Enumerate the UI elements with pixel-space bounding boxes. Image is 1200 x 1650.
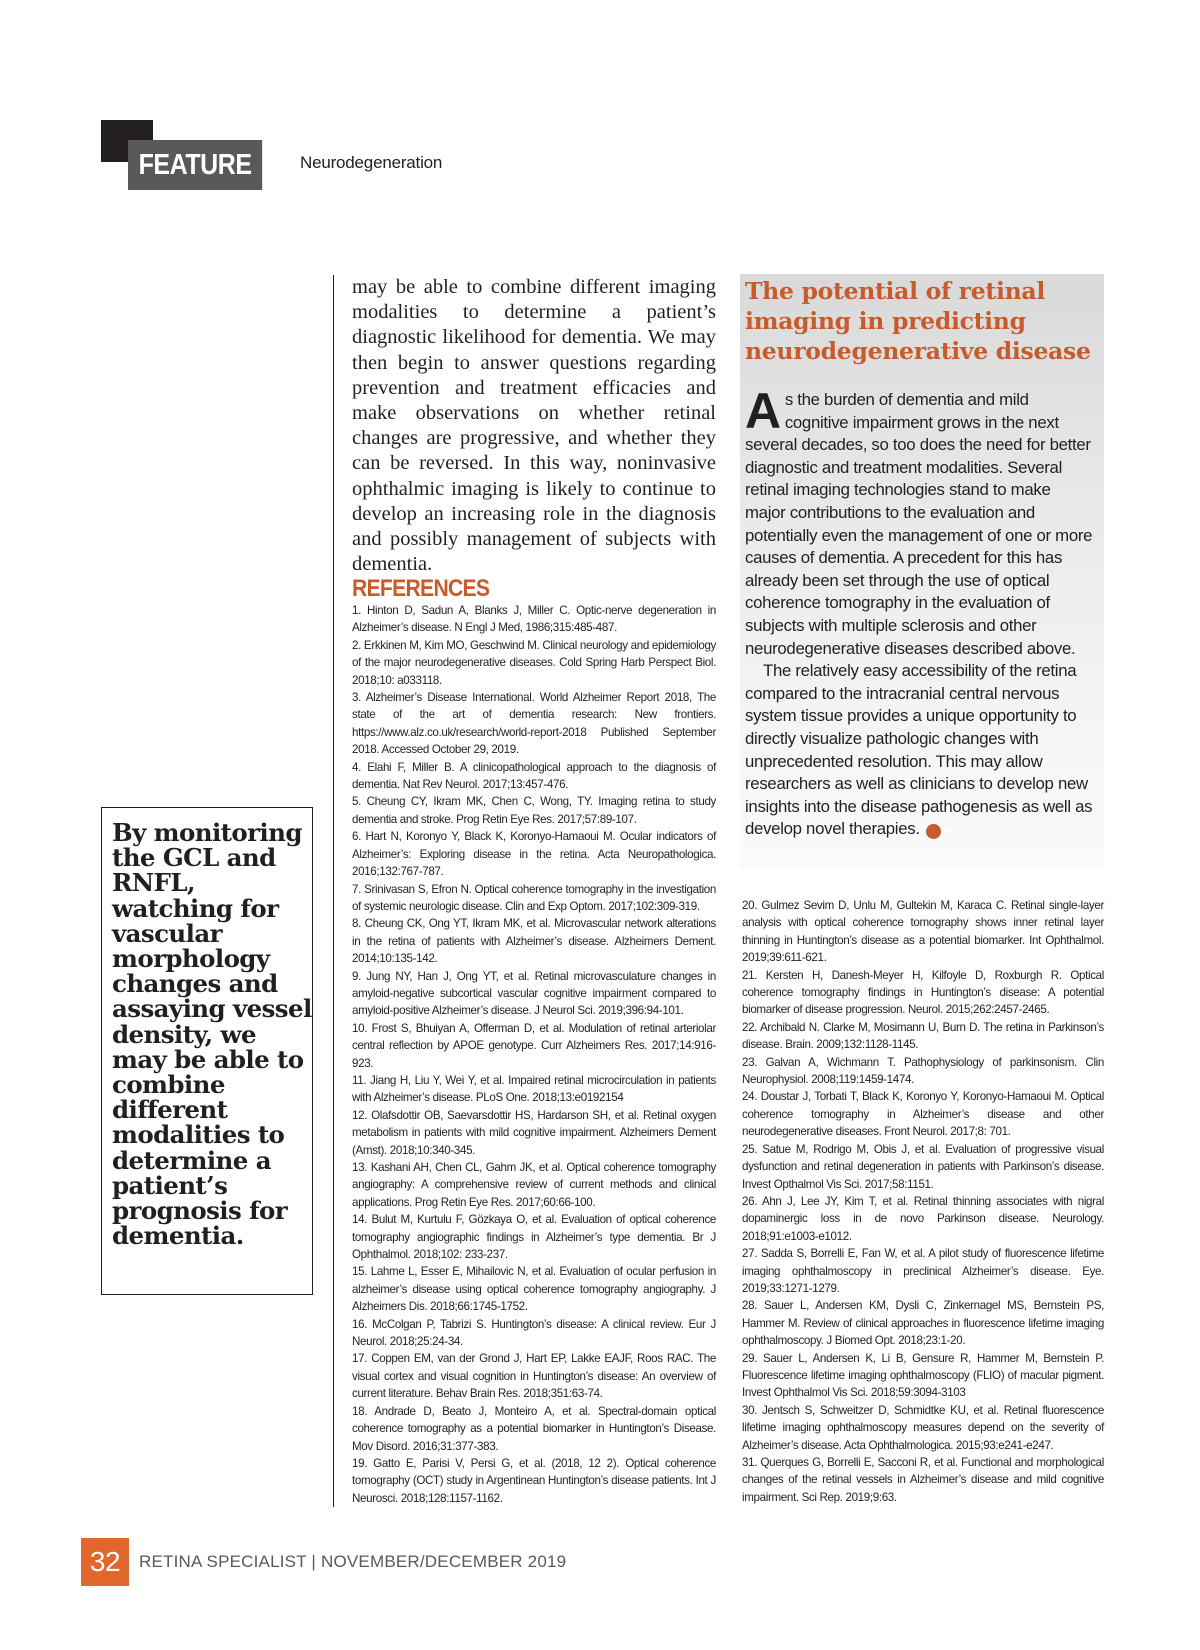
reference-item: 1. Hinton D, Sadun A, Blanks J, Miller C. Optic-nerve degeneration in Alzheimer’s disease. N Engl J Med, 1986;315:485-487. <box>352 604 716 635</box>
sidebar-paragraph-2 <box>745 660 1095 841</box>
column-divider <box>333 275 334 1507</box>
page-number: 32 <box>81 1538 129 1586</box>
sidebar-paragraph-1 <box>745 383 1095 660</box>
reference-item: 31. Querques G, Borrelli E, Sacconi R, et al. Functional and morphological changes of the retinal vessels in Alzheimer’s disease and mild cognitive impairment. Sci Rep. 2019;9:63. <box>742 1456 1104 1504</box>
reference-item: 22. Archibald N. Clarke M, Mosimann U, Burn D. The retina in Parkinson’s disease. Brain. 2009;132:1128-1145. <box>742 1020 1104 1052</box>
references-list-left <box>352 602 716 1507</box>
reference-item: 19. Gatto E, Parisi V, Persi G, et al. (2018, 12 2). Optical coherence tomography (OCT) study in Argentinean Huntington’s disease patients. Int J Neurosci. 2018;128:1157-1162. <box>352 1456 716 1505</box>
reference-item: 11. Jiang H, Liu Y, Wei Y, et al. Impaired retinal microcirculation in patients with Alzheimer’s disease. PLoS One. 2018;13:e0192154 <box>352 1073 716 1105</box>
footer-separator: | <box>311 1552 317 1571</box>
reference-item: 10. Frost S, Bhuiyan A, Offerman D, et al. Modulation of retinal arteriolar central reflection by APOE genotype. Curr Alzheimers Res. 2017;14:916-923. <box>352 1021 716 1070</box>
section-label: FEATURE <box>128 140 262 190</box>
reference-item: 18. Andrade D, Beato J, Monteiro A, et al. Spectral-domain optical coherence tomography as a potential biomarker in Huntington’s Disease. Mov Disord. 2016;31:377-383. <box>352 1404 716 1453</box>
reference-item: 20. Gulmez Sevim D, Unlu M, Gultekin M, Karaca C. Retinal single-layer analysis with optical coherence tomography shows inner retinal layer thinning in Huntington’s disease as a potential biomarker. Int Ophthalmol. 2019;39:611-621. <box>742 899 1104 965</box>
reference-item: 26. Ahn J, Lee JY, Kim T, et al. Retinal thinning associates with nigral dopaminergic loss in de novo Parkinson disease. Neurology. 2018;91:e1003-e1012. <box>742 1194 1104 1243</box>
reference-item: 13. Kashani AH, Chen CL, Gahm JK, et al. Optical coherence tomography angiography: A comprehensive review of current methods and clinical applications. Prog Retin Eye Res. 2017;60:66-100. <box>352 1161 716 1209</box>
reference-item: 6. Hart N, Koronyo Y, Black K, Koronyo-Hamaoui M. Ocular indicators of Alzheimer’s: Exploring disease in the retina. Acta Neuropathologica. 2016;132:767-787. <box>352 830 716 879</box>
sidebar-body <box>745 383 1095 841</box>
footer-publication <box>139 1552 566 1572</box>
end-mark-icon: RS <box>926 824 941 839</box>
pull-quote-text: By monitoring the GCL and RNFL, watching for vascular morphology changes and assaying vessel density, we may be able to combine different modalities to determine a patient’s prognosis for dementia. <box>112 818 312 1251</box>
reference-item: 29. Sauer L, Andersen K, Li B, Gensure R, Hammer M, Bernstein P. Fluorescence lifetime imaging ophthalmoscopy (FLIO) of macular pigment. Invest Ophthalmol Vis Sci. 2018;59:3094-3103 <box>742 1351 1104 1400</box>
reference-item: 15. Lahme L, Esser E, Mihailovic N, et al. Evaluation of ocular perfusion in alzheimer’s disease using optical coherence tomography angiography. J Alzheimers Dis. 2018;66:1745-1752. <box>352 1265 716 1314</box>
references-heading: REFERENCES <box>352 575 490 602</box>
sidebar-paragraph-2-text: The relatively easy accessibility of the retina compared to the intracranial central nervous system tissue provides a unique opportunity to directly visualize pathologic changes with unprecedented resolution. This may allow researchers as well as clinicians to develop new insights into the disease pathogenesis as well as develop novel therapies. <box>745 661 1093 839</box>
drop-cap: A <box>745 383 781 439</box>
reference-item: 12. Olafsdottir OB, Saevarsdottir HS, Hardarson SH, et al. Retinal oxygen metabolism in patients with mild cognitive impairment. Alzheimers Dement (Amst). 2018;10:340-345. <box>352 1108 716 1157</box>
reference-item: 9. Jung NY, Han J, Ong YT, et al. Retinal microvasculature changes in amyloid-negative subcortical vascular cognitive impairment compared to amyloid-positive Alzheimer’s disease. J Neurol Sci. 2019;396:94-101. <box>352 969 716 1018</box>
reference-item: 24. Doustar J, Torbati T, Black K, Koronyo Y, Koronyo-Hamaoui M. Optical coherence tomography in Alzheimer’s disease and other neurodegenerative diseases. Front Neurol. 2017;8: 701. <box>742 1090 1104 1139</box>
reference-item: 21. Kersten H, Danesh-Meyer H, Kilfoyle D, Roxburgh R. Optical coherence tomography findings in Huntington’s disease: A potential biomarker of disease progression. Neurol. 2015;262:2457-2465. <box>742 968 1104 1017</box>
reference-item: 16. McColgan P, Tabrizi S. Huntington’s disease: A clinical review. Eur J Neurol. 2018;25:24-34. <box>352 1317 716 1349</box>
article-body-text: may be able to combine different imaging modalities to determine a patient’s diagnostic likelihood for dementia. We may then begin to answer questions regarding prevention and treatment efficacies and make observations on whether retinal changes are progressive, and whether they can be reversed. In this way, noninvasive ophthalmic imaging is likely to continue to develop an increasing role in the diagnosis and possibly management of subjects with dementia. <box>352 276 716 576</box>
issue-date: NOVEMBER/DECEMBER 2019 <box>320 1552 567 1571</box>
reference-item: 28. Sauer L, Andersen KM, Dysli C, Zinkernagel MS, Bernstein PS, Hammer M. Review of clinical approaches in fluorescence lifetime imaging ophthalmoscopy. J Biomed Opt. 2018;23:1-20. <box>742 1299 1104 1348</box>
sidebar-title: The potential of retinal imaging in predicting neurodegenerative disease <box>745 277 1091 365</box>
publication-name: RETINA SPECIALIST <box>139 1552 307 1571</box>
section-topic: Neurodegeneration <box>300 153 443 172</box>
reference-item: 2. Erkkinen M, Kim MO, Geschwind M. Clinical neurology and epidemiology of the major neurodegenerative diseases. Cold Spring Harb Perspect Biol. 2018;10: a033118. <box>352 638 716 687</box>
reference-item: 8. Cheung CK, Ong YT, Ikram MK, et al. Microvascular network alterations in the retina of patients with Alzheimer’s disease. Alzheimers Dement. 2014;10:135-142. <box>352 917 716 966</box>
references-list-right <box>742 897 1104 1506</box>
reference-item: 30. Jentsch S, Schweitzer D, Schmidtke KU, et al. Retinal fluorescence lifetime imaging ophthalmoscopy measures depend on the severity of Alzheimer’s disease. Acta Ophthalmologica. 2015;93:e241-e247. <box>742 1403 1104 1452</box>
reference-item: 4. Elahi F, Miller B. A clinicopathological approach to the diagnosis of dementia. Nat Rev Neurol. 2017;13:457-476. <box>352 760 716 792</box>
reference-item: 3. Alzheimer’s Disease International. World Alzheimer Report 2018, The state of the art of dementia research: New frontiers. https://www.alz.co.uk/research/world-report-2018 Published September 2018. Accessed October 29, 2019. <box>352 691 716 757</box>
reference-item: 27. Sadda S, Borrelli E, Fan W, et al. A pilot study of fluorescence lifetime imaging ophthalmoscopy in preclinical Alzheimer’s disease. Eye. 2019;33:1271-1279. <box>742 1247 1104 1295</box>
reference-item: 17. Coppen EM, van der Grond J, Hart EP, Lakke EAJF, Roos RAC. The visual cortex and visual cognition in Huntington’s disease: An overview of current literature. Behav Brain Res. 2018;351:63-74. <box>352 1352 716 1401</box>
reference-item: 23. Galvan A, Wichmann T. Pathophysiology of parkinsonism. Clin Neurophysiol. 2008;119:1459-1474. <box>742 1055 1104 1087</box>
reference-item: 14. Bulut M, Kurtulu F, Gözkaya O, et al. Evaluation of optical coherence tomography angiographic findings in Alzheimer’s type dementia. Br J Ophthalmol. 2018;102: 233-237. <box>352 1213 716 1262</box>
reference-item: 7. Srinivasan S, Efron N. Optical coherence tomography in the investigation of systemic neurologic disease. Clin and Exp Optom. 2017;102:309-319. <box>352 882 716 913</box>
reference-item: 5. Cheung CY, Ikram MK, Chen C, Wong, TY. Imaging retina to study dementia and stroke. Prog Retin Eye Res. 2017;57:89-107. <box>352 795 716 826</box>
reference-item: 25. Satue M, Rodrigo M, Obis J, et al. Evaluation of progressive visual dysfunction and retinal degeneration in patients with Parkinson’s disease. Invest Opthalmol Vis Sci. 2017;58:1151. <box>742 1142 1104 1191</box>
sidebar-paragraph-1-text: s the burden of dementia and mild cognitive impairment grows in the next several decades, so too does the need for better diagnostic and treatment modalities. Several retinal imaging technologies stand to make major contributions to the evaluation and potentially even the management of one or more causes of dementia. A precedent for this has already been set through the use of optical coherence tomography in the evaluation of subjects with multiple sclerosis and other neurodegenerative diseases described above. <box>745 390 1093 658</box>
